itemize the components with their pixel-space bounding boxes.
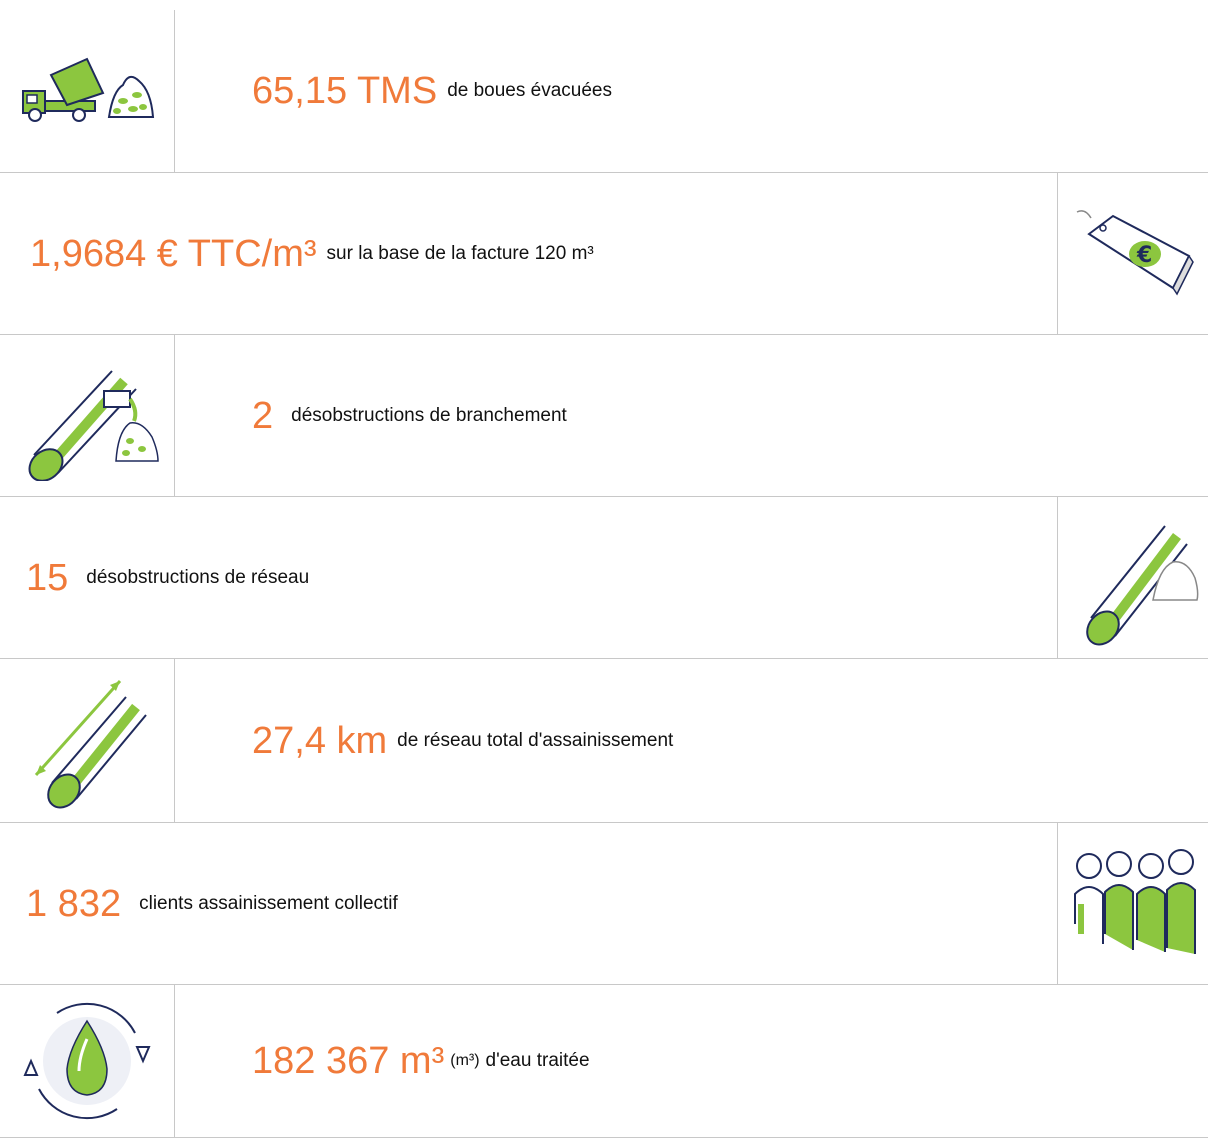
stat-label: clients assainissement collectif — [139, 892, 398, 914]
icon-cell — [1057, 173, 1208, 334]
stat-unit-note: (m³) — [450, 1052, 480, 1069]
svg-text:€: € — [1136, 242, 1152, 268]
icon-cell — [1057, 823, 1208, 984]
water-drop-cycle-icon — [17, 991, 157, 1131]
stat-value: 2 — [252, 394, 274, 437]
stat-label: d'eau traitée — [485, 1050, 590, 1071]
stat-value: 1,9684 € TTC/m³ — [30, 232, 317, 275]
pipe-branch-sludge-icon — [12, 351, 162, 481]
icon-cell — [0, 335, 175, 496]
stat-text — [26, 497, 309, 658]
icon-cell — [0, 659, 175, 822]
stat-row-network-unblock — [0, 497, 1208, 659]
stat-text — [252, 10, 612, 172]
stat-row-network-length — [0, 659, 1208, 823]
stat-label: désobstructions de branchement — [291, 404, 567, 426]
icon-cell — [0, 10, 175, 172]
icon-cell — [0, 985, 175, 1137]
pipe-network-sludge-icon — [1069, 508, 1199, 648]
stat-label: de boues évacuées — [447, 80, 612, 101]
icon-cell — [1057, 497, 1208, 658]
stat-text — [252, 985, 590, 1137]
stat-label: de réseau total d'assainissement — [397, 729, 674, 751]
people-group-icon — [1069, 844, 1199, 964]
stat-value: 65,15 TMS — [252, 70, 438, 112]
dump-truck-sludge-icon — [17, 51, 157, 131]
stat-text — [252, 335, 567, 496]
stat-value: 182 367 m³ — [252, 1040, 445, 1082]
stat-row-sludge — [0, 0, 1208, 173]
stat-row-treated-water — [0, 985, 1208, 1138]
stat-value: 27,4 km — [252, 719, 388, 762]
stat-value: 15 — [26, 556, 69, 599]
pipe-length-icon — [22, 671, 152, 811]
stat-text — [252, 659, 673, 822]
stat-text — [26, 823, 398, 984]
stat-row-branch-unblock — [0, 335, 1208, 497]
stat-text — [30, 173, 594, 334]
stat-row-customers — [0, 823, 1208, 985]
stat-label: désobstructions de réseau — [86, 566, 310, 588]
stat-row-price — [0, 173, 1208, 335]
euro-price-tag-icon — [1069, 204, 1199, 304]
stat-value: 1 832 — [26, 882, 122, 925]
stat-label: sur la base de la facture 120 m³ — [326, 242, 594, 264]
